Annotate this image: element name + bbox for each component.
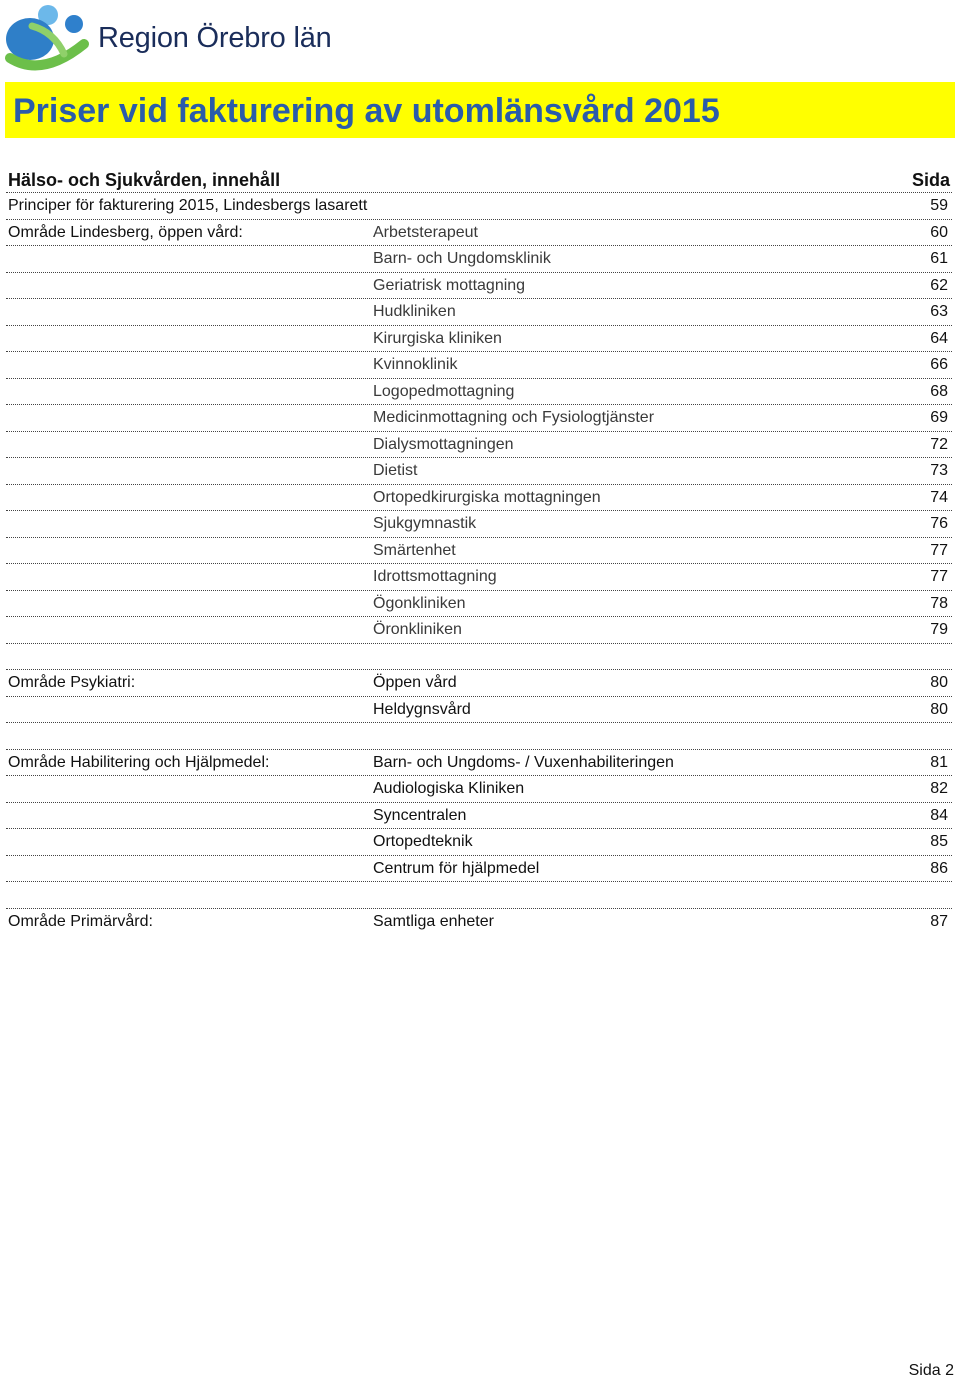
- toc-page-number: 60: [930, 223, 948, 241]
- toc-page-number: 72: [930, 435, 948, 453]
- toc-item-label: Centrum för hjälpmedel: [373, 859, 540, 877]
- toc-item-label: Kirurgiska kliniken: [373, 329, 502, 347]
- toc-item-label: Syncentralen: [373, 806, 467, 824]
- toc-page-number: 77: [930, 568, 948, 585]
- table-of-contents: [6, 166, 952, 935]
- toc-page-number: 76: [930, 515, 948, 532]
- page-number: Sida 2: [908, 1362, 954, 1379]
- toc-row: [6, 750, 952, 777]
- section-spacer: [6, 723, 952, 750]
- toc-row: [6, 485, 952, 512]
- toc-page-number: 62: [930, 276, 948, 294]
- toc-row: [6, 617, 952, 644]
- toc-page-number: 85: [930, 833, 948, 850]
- toc-row: [6, 193, 952, 220]
- toc-row: [6, 458, 952, 485]
- toc-row: [6, 405, 952, 432]
- toc-row: [6, 829, 952, 856]
- toc-row: [6, 352, 952, 379]
- toc-row: [6, 591, 952, 618]
- toc-row: [6, 538, 952, 565]
- toc-area-label: Område Habilitering och Hjälpmedel:: [8, 753, 270, 771]
- toc-page-number: 66: [930, 356, 948, 373]
- toc-item-label: Ögonkliniken: [373, 594, 466, 612]
- toc-row: [6, 564, 952, 591]
- toc-item-label: Geriatrisk mottagning: [373, 276, 526, 294]
- toc-page-number: 86: [930, 859, 948, 877]
- toc-page-number: 87: [930, 912, 948, 930]
- toc-item-label: Ortopedteknik: [373, 833, 473, 850]
- toc-page-number: 80: [930, 674, 948, 691]
- toc-row: [6, 670, 952, 697]
- toc-item-label: Dialysmottagningen: [373, 435, 514, 453]
- toc-row: [6, 220, 952, 247]
- toc-item-label: Barn- och Ungdomsklinik: [373, 250, 551, 267]
- toc-row: [6, 273, 952, 300]
- toc-item-label: Arbetsterapeut: [373, 223, 478, 241]
- section-spacer: [6, 644, 952, 671]
- toc-page-number: 77: [930, 541, 948, 559]
- toc-item-label: Kvinnoklinik: [373, 356, 458, 373]
- toc-item-label: Medicinmottagning och Fysiologtjänster: [373, 409, 655, 426]
- toc-row: [6, 379, 952, 406]
- toc-header-row: [6, 166, 952, 193]
- toc-page-number: 78: [930, 594, 948, 612]
- toc-page-number: 63: [930, 303, 948, 320]
- toc-page-number: 79: [930, 621, 948, 638]
- toc-item-label: Heldygnsvård: [373, 700, 471, 718]
- toc-item-label: Audiologiska Kliniken: [373, 780, 525, 797]
- toc-item-label: Logopedmottagning: [373, 382, 515, 400]
- toc-page-number: 73: [930, 462, 948, 479]
- toc-row: [6, 326, 952, 353]
- toc-page-heading: Sida: [911, 170, 950, 190]
- toc-item-label: Smärtenhet: [373, 541, 456, 559]
- toc-row: [6, 697, 952, 724]
- toc-item-label: Barn- och Ungdoms- / Vuxenhabiliteringen: [373, 753, 674, 771]
- toc-row: [6, 511, 952, 538]
- toc-item-label: Samtliga enheter: [373, 912, 494, 930]
- region-orebro-logo: [2, 2, 402, 74]
- toc-page-number: 81: [930, 753, 948, 771]
- toc-area-label: Område Psykiatri:: [8, 674, 136, 691]
- toc-row: [6, 856, 952, 883]
- toc-row: [6, 299, 952, 326]
- toc-row: [6, 909, 952, 936]
- toc-page-number: 61: [930, 250, 948, 267]
- title-banner: [5, 82, 955, 138]
- toc-row: [6, 803, 952, 830]
- toc-item-label: Öppen vård: [373, 674, 457, 691]
- toc-page-number: 68: [930, 382, 948, 400]
- toc-item-label: Sjukgymnastik: [373, 515, 477, 532]
- toc-row: [6, 432, 952, 459]
- toc-row: [6, 776, 952, 803]
- logo-text: Region Örebro län: [98, 22, 332, 54]
- toc-area-label: Område Primärvård:: [8, 912, 153, 930]
- toc-item-label: Dietist: [373, 462, 418, 479]
- toc-page-number: 59: [930, 197, 948, 214]
- toc-heading: Hälso- och Sjukvården, innehåll: [8, 170, 281, 190]
- toc-row: [6, 246, 952, 273]
- toc-area-label: Område Lindesberg, öppen vård:: [8, 223, 243, 241]
- toc-item-label: Ortopedkirurgiska mottagningen: [373, 488, 601, 506]
- toc-page-number: 69: [930, 409, 948, 426]
- toc-item-label: Idrottsmottagning: [373, 568, 497, 585]
- toc-item-label: Öronkliniken: [373, 621, 462, 638]
- section-spacer: [6, 882, 952, 909]
- toc-area-label: Principer för fakturering 2015, Lindesbergs lasarett: [8, 197, 368, 214]
- toc-page-number: 82: [930, 780, 948, 797]
- toc-page-number: 74: [930, 488, 948, 506]
- toc-page-number: 80: [930, 700, 948, 718]
- toc-body: [6, 193, 952, 935]
- toc-page-number: 64: [930, 329, 948, 347]
- toc-page-number: 84: [930, 806, 948, 824]
- region-logo-icon: [2, 2, 92, 74]
- toc-item-label: Hudkliniken: [373, 303, 456, 320]
- page-title: Priser vid fakturering av utomlänsvård 2015: [13, 92, 720, 130]
